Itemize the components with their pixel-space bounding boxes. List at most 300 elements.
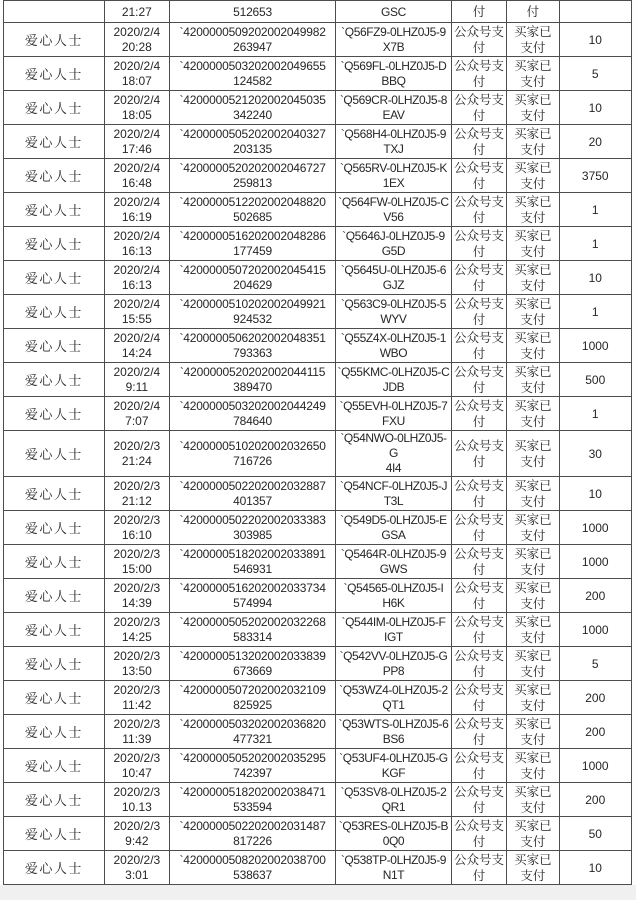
transaction-id-cell: [170, 23, 336, 57]
table-row: [4, 647, 632, 681]
payment-status-cell: 买家已支付: [507, 125, 559, 159]
order-id-cell: GSC: [336, 1, 452, 23]
date-text: 2020/2/4: [113, 58, 161, 73]
donor-name-cell: 爱心人士: [4, 125, 105, 159]
datetime-cell: [104, 511, 169, 545]
table-row: [4, 783, 632, 817]
transaction-id-cell: [170, 511, 336, 545]
transaction-id-cell: [170, 91, 336, 125]
order-id-cell: [336, 363, 452, 397]
payment-method-cell: 公众号支付: [451, 715, 506, 749]
time-text: 18:07: [121, 73, 152, 88]
transaction-id-cell: [170, 227, 336, 261]
date-text: 2020/2/4: [113, 92, 161, 107]
time-text: 11:39: [122, 731, 152, 746]
amount-cell: 30: [559, 431, 632, 477]
transaction-id-line2: 825925: [233, 697, 272, 712]
amount-cell: 1: [559, 397, 632, 431]
order-id-line1: `Q549D5-0LHZ0J5-E: [340, 512, 447, 527]
table-row: [4, 329, 632, 363]
payment-method-cell: 公众号支付: [451, 613, 506, 647]
amount-cell: 200: [559, 715, 632, 749]
transaction-id-line2: 401357: [233, 493, 272, 508]
payment-method-cell: 公众号支付: [451, 579, 506, 613]
payment-status-cell: 买家已支付: [507, 545, 559, 579]
transaction-id-line1: `4200000502202002033383: [179, 512, 326, 527]
transaction-id-cell: [170, 431, 336, 477]
transaction-id-line2: 784640: [233, 413, 272, 428]
order-id-line2: N1T: [382, 867, 405, 882]
payment-status-cell: 买家已支付: [507, 613, 559, 647]
amount-cell: 10: [559, 261, 632, 295]
payment-method-cell: 公众号支付: [451, 681, 506, 715]
transaction-id-cell: [170, 647, 336, 681]
transaction-id-line2: 502685: [233, 209, 272, 224]
transaction-id-cell: [170, 261, 336, 295]
payment-status-cell: 买家已支付: [507, 91, 559, 125]
datetime-cell: [104, 579, 169, 613]
bottom-margin: [0, 885, 636, 900]
time-text: 14:39: [121, 595, 152, 610]
amount-cell: 1000: [559, 749, 632, 783]
amount-cell: 200: [559, 783, 632, 817]
amount-cell: 10: [559, 23, 632, 57]
datetime-cell: [104, 227, 169, 261]
order-id-line2: H6K: [382, 595, 405, 610]
payment-status-cell: 买家已支付: [507, 57, 559, 91]
datetime-cell: [104, 647, 169, 681]
time-text: 16:48: [121, 175, 152, 190]
table-row: [4, 431, 632, 477]
transaction-id-line1: `4200000508202002038700: [179, 852, 326, 867]
amount-cell: 200: [559, 579, 632, 613]
date-text: 2020/2/4: [113, 24, 161, 39]
payment-method-cell: 付: [451, 1, 506, 23]
datetime-cell: [104, 545, 169, 579]
transaction-id-cell: [170, 783, 336, 817]
date-text: 2020/2/4: [113, 126, 161, 141]
order-id-cell: [336, 329, 452, 363]
order-id-line1: `Q53RES-0LHZ0J5-B: [338, 818, 449, 833]
order-id-cell: [336, 749, 452, 783]
transaction-id-line1: `4200000521202002045035: [179, 92, 326, 107]
transaction-id-cell: [170, 295, 336, 329]
transaction-id-line1: `4200000518202002033891: [179, 546, 326, 561]
order-id-cell: [336, 851, 452, 885]
payment-method-cell: 公众号支付: [451, 295, 506, 329]
transaction-id-line1: `4200000507202002045415: [179, 262, 326, 277]
transaction-id-cell: [170, 613, 336, 647]
donor-name-cell: 爱心人士: [4, 545, 105, 579]
transaction-id-line1: `4200000513202002033839: [179, 648, 326, 663]
time-text: 16:10: [121, 527, 152, 542]
order-id-cell: [336, 227, 452, 261]
payment-method-cell: 公众号支付: [451, 193, 506, 227]
donor-name-cell: 爱心人士: [4, 647, 105, 681]
transaction-id-cell: [170, 159, 336, 193]
donor-name-cell: 爱心人士: [4, 295, 105, 329]
payment-method-cell: 公众号支付: [451, 57, 506, 91]
donor-name-cell: 爱心人士: [4, 851, 105, 885]
payment-status-cell: 买家已支付: [507, 397, 559, 431]
datetime-cell: [104, 715, 169, 749]
payment-method-cell: 公众号支付: [451, 431, 506, 477]
amount-cell: [559, 1, 632, 23]
payment-method-cell: 公众号支付: [451, 817, 506, 851]
payment-status-cell: 买家已支付: [507, 579, 559, 613]
date-text: 2020/2/4: [113, 194, 161, 209]
order-id-line1: `Q54NWO-0LHZ0J5-G: [340, 431, 447, 460]
payment-method-cell: 公众号支付: [451, 159, 506, 193]
donor-name-cell: 爱心人士: [4, 715, 105, 749]
payment-status-cell: 买家已支付: [507, 329, 559, 363]
amount-cell: 1000: [559, 545, 632, 579]
transaction-id-line1: `4200000505202002035295: [179, 750, 326, 765]
donor-name-cell: 爱心人士: [4, 227, 105, 261]
order-id-cell: [336, 817, 452, 851]
datetime-cell: [104, 57, 169, 91]
payment-method-cell: 公众号支付: [451, 477, 506, 511]
date-text: 2020/2/3: [113, 682, 161, 697]
donor-name-cell: 爱心人士: [4, 477, 105, 511]
transaction-id-line1: `4200000509202002049982: [179, 24, 326, 39]
payment-status-cell: 买家已支付: [507, 23, 559, 57]
order-id-line1: `Q56FZ9-0LHZ0J5-9: [341, 24, 446, 39]
payment-status-cell: 买家已支付: [507, 431, 559, 477]
time-text: 11:42: [122, 697, 152, 712]
payment-method-cell: 公众号支付: [451, 647, 506, 681]
amount-cell: 10: [559, 851, 632, 885]
transaction-id-line2: 546931: [233, 561, 272, 576]
payment-method-cell: 公众号支付: [451, 227, 506, 261]
transaction-id-line2: 673669: [233, 663, 272, 678]
transaction-id-cell: [170, 681, 336, 715]
datetime-cell: [104, 477, 169, 511]
order-id-line2: X7B: [382, 39, 405, 54]
datetime-cell: [104, 91, 169, 125]
payment-status-cell: 付: [507, 1, 559, 23]
transaction-id-cell: 512653: [170, 1, 336, 23]
donor-name-cell: 爱心人士: [4, 783, 105, 817]
transaction-id-cell: [170, 329, 336, 363]
order-id-line2: GJZ: [382, 277, 405, 292]
transaction-id-line2: 389470: [233, 379, 272, 394]
order-id-line1: `Q544IM-0LHZ0J5-F: [341, 614, 446, 629]
amount-cell: 1: [559, 295, 632, 329]
order-id-line1: `Q53UF4-0LHZ0J5-G: [339, 750, 448, 765]
order-id-line2: 0Q0: [382, 833, 405, 848]
donor-name-cell: 爱心人士: [4, 511, 105, 545]
time-text: 9:42: [125, 833, 149, 848]
payment-status-cell: 买家已支付: [507, 363, 559, 397]
order-id-cell: [336, 125, 452, 159]
donor-name-cell: 爱心人士: [4, 681, 105, 715]
amount-cell: 500: [559, 363, 632, 397]
table-row: [4, 397, 632, 431]
amount-cell: 10: [559, 477, 632, 511]
table-row: [4, 511, 632, 545]
order-id-cell: [336, 647, 452, 681]
datetime-cell: [104, 261, 169, 295]
order-id-cell: [336, 431, 452, 477]
order-id-line1: `Q569CR-0LHZ0J5-8: [339, 92, 448, 107]
table-row: [4, 851, 632, 885]
order-id-line2: KGF: [381, 765, 406, 780]
time-text: 9:11: [125, 379, 149, 394]
transaction-id-line2: 538637: [233, 867, 272, 882]
transaction-id-line1: `4200000520202002044115: [179, 364, 326, 379]
order-id-cell: [336, 23, 452, 57]
order-id-cell: [336, 295, 452, 329]
time-text: 14:25: [121, 629, 152, 644]
transaction-id-line2: 259813: [233, 175, 272, 190]
time-text: 10.13: [121, 799, 152, 814]
date-text: 2020/2/3: [113, 580, 161, 595]
date-text: 2020/2/3: [113, 750, 161, 765]
transaction-id-cell: [170, 57, 336, 91]
transaction-id-line2: 716726: [233, 453, 272, 468]
donor-name-cell: 爱心人士: [4, 261, 105, 295]
transaction-id-line2: 924532: [233, 311, 272, 326]
table-row: [4, 715, 632, 749]
donor-name-cell: 爱心人士: [4, 579, 105, 613]
transaction-id-line1: `4200000507202002032109: [179, 682, 326, 697]
transaction-id-line2: 817226: [233, 833, 272, 848]
time-text: 17:46: [121, 141, 152, 156]
payment-method-cell: 公众号支付: [451, 511, 506, 545]
transaction-id-line2: 477321: [233, 731, 272, 746]
transaction-id-line2: 583314: [233, 629, 272, 644]
transaction-id-cell: [170, 477, 336, 511]
order-id-line2: 1EX: [382, 175, 405, 190]
transaction-id-line1: `4200000510202002032650: [179, 438, 326, 453]
datetime-cell: [104, 613, 169, 647]
order-id-line1: `Q542VV-0LHZ0J5-G: [339, 648, 448, 663]
order-id-cell: [336, 477, 452, 511]
transaction-id-cell: [170, 817, 336, 851]
time-text: 13:50: [121, 663, 152, 678]
payment-status-cell: 买家已支付: [507, 227, 559, 261]
transaction-id-line1: `4200000506202002048351: [179, 330, 326, 345]
time-text: 16:19: [121, 209, 152, 224]
table-row: [4, 159, 632, 193]
amount-cell: 1: [559, 227, 632, 261]
donor-name-cell: 爱心人士: [4, 613, 105, 647]
donor-name-cell: 爱心人士: [4, 193, 105, 227]
order-id-line1: `Q53WZ4-0LHZ0J5-2: [339, 682, 448, 697]
transaction-id-line2: 742397: [233, 765, 272, 780]
transaction-id-line2: 303985: [233, 527, 272, 542]
donor-name-cell: 爱心人士: [4, 817, 105, 851]
payment-method-cell: 公众号支付: [451, 23, 506, 57]
time-text: 21:12: [121, 493, 152, 508]
payment-method-cell: 公众号支付: [451, 851, 506, 885]
order-id-line2: IGT: [384, 629, 403, 644]
order-id-line1: `Q53SV8-0LHZ0J5-2: [340, 784, 447, 799]
time-text: 18:05: [121, 107, 152, 122]
payment-status-cell: 买家已支付: [507, 295, 559, 329]
order-id-line2: G5D: [381, 243, 406, 258]
order-id-cell: [336, 613, 452, 647]
amount-cell: 200: [559, 681, 632, 715]
date-text: 2020/2/4: [113, 364, 161, 379]
table-row: [4, 295, 632, 329]
time-text: 15:00: [121, 561, 152, 576]
datetime-cell: [104, 783, 169, 817]
order-id-line2: 4I4: [385, 461, 402, 475]
order-id-line2: QR1: [381, 799, 406, 814]
transaction-id-line2: 574994: [233, 595, 272, 610]
order-id-line1: `Q55KMC-0LHZ0J5-C: [337, 364, 450, 379]
datetime-cell: [104, 23, 169, 57]
datetime-cell: [104, 681, 169, 715]
order-id-line2: QT1: [382, 697, 405, 712]
time-text: 16:13: [121, 243, 152, 258]
donor-name-cell: 爱心人士: [4, 91, 105, 125]
time-text: 7:07: [125, 413, 149, 428]
order-id-line2: PP8: [382, 663, 405, 678]
donor-name-cell: 爱心人士: [4, 749, 105, 783]
order-id-line1: `Q568H4-0LHZ0J5-9: [340, 126, 447, 141]
datetime-cell: [104, 193, 169, 227]
transaction-id-cell: [170, 545, 336, 579]
table-row: [4, 681, 632, 715]
order-id-line2: JDB: [382, 379, 405, 394]
payment-method-cell: 公众号支付: [451, 91, 506, 125]
donor-name-cell: 爱心人士: [4, 159, 105, 193]
table-row: [4, 749, 632, 783]
order-id-cell: [336, 511, 452, 545]
amount-cell: 5: [559, 647, 632, 681]
table-row: [4, 91, 632, 125]
transaction-id-line2: 533594: [233, 799, 272, 814]
payment-method-cell: 公众号支付: [451, 329, 506, 363]
transaction-id-cell: [170, 193, 336, 227]
datetime-cell: [104, 749, 169, 783]
date-text: 2020/2/4: [113, 330, 161, 345]
order-id-line2: V56: [383, 209, 404, 224]
datetime-cell: [104, 329, 169, 363]
transaction-id-line1: `4200000503202002036820: [179, 716, 326, 731]
order-id-line2: T3L: [383, 493, 404, 508]
amount-cell: 50: [559, 817, 632, 851]
transaction-id-line1: `4200000516202002033734: [179, 580, 326, 595]
payment-method-cell: 公众号支付: [451, 397, 506, 431]
payment-method-cell: 公众号支付: [451, 545, 506, 579]
payment-method-cell: 公众号支付: [451, 783, 506, 817]
payment-method-cell: 公众号支付: [451, 125, 506, 159]
transaction-id-cell: [170, 851, 336, 885]
table-row: [4, 261, 632, 295]
transaction-id-cell: [170, 579, 336, 613]
order-id-line1: `Q5464R-0LHZ0J5-9: [340, 546, 447, 561]
transaction-id-line1: `4200000502202002032887: [179, 478, 326, 493]
datetime-cell: [104, 397, 169, 431]
table-row-partial: [4, 1, 632, 23]
donor-name-cell: 爱心人士: [4, 57, 105, 91]
payment-status-cell: 买家已支付: [507, 851, 559, 885]
order-id-line1: `Q565RV-0LHZ0J5-K: [339, 160, 447, 175]
order-id-cell: [336, 783, 452, 817]
transaction-id-line1: `4200000512202002048820: [179, 194, 326, 209]
order-id-cell: [336, 193, 452, 227]
table-row: [4, 477, 632, 511]
transaction-id-cell: [170, 125, 336, 159]
order-id-line1: `Q55Z4X-0LHZ0J5-1: [340, 330, 447, 345]
transaction-id-cell: [170, 363, 336, 397]
table-row: [4, 817, 632, 851]
donor-name-cell: 爱心人士: [4, 431, 105, 477]
donor-name-cell: 爱心人士: [4, 329, 105, 363]
time-text: 20:28: [121, 39, 152, 54]
payment-status-cell: 买家已支付: [507, 511, 559, 545]
order-id-line2: BBQ: [381, 73, 406, 88]
order-id-line1: `Q5645U-0LHZ0J5-6: [340, 262, 447, 277]
datetime-cell: [104, 817, 169, 851]
transaction-id-line1: `4200000505202002032268: [179, 614, 326, 629]
payment-status-cell: 买家已支付: [507, 193, 559, 227]
payment-status-cell: 买家已支付: [507, 681, 559, 715]
transaction-id-line1: `4200000520202002046727: [179, 160, 326, 175]
amount-cell: 3750: [559, 159, 632, 193]
time-text: 21:24: [121, 453, 152, 468]
datetime-cell: 21:27: [104, 1, 169, 23]
transactions-table-body: [4, 1, 632, 885]
date-text: 2020/2/3: [113, 438, 161, 453]
date-text: 2020/2/4: [113, 262, 161, 277]
order-id-cell: [336, 579, 452, 613]
order-id-line1: `Q55EVH-0LHZ0J5-7: [339, 398, 448, 413]
payment-status-cell: 买家已支付: [507, 817, 559, 851]
order-id-cell: [336, 681, 452, 715]
order-id-line2: GWS: [379, 561, 408, 576]
order-id-line1: `Q53WTS-0LHZ0J5-6: [338, 716, 449, 731]
payment-method-cell: 公众号支付: [451, 363, 506, 397]
transaction-id-line1: `4200000510202002049921: [179, 296, 326, 311]
order-id-line2: EAV: [382, 107, 405, 122]
transaction-id-line1: `4200000503202002044249: [179, 398, 326, 413]
donor-name-cell: [4, 1, 105, 23]
transaction-id-line1: `4200000505202002040327: [179, 126, 326, 141]
transaction-id-cell: [170, 749, 336, 783]
date-text: 2020/2/3: [113, 818, 161, 833]
datetime-cell: [104, 295, 169, 329]
date-text: 2020/2/3: [113, 648, 161, 663]
transaction-id-cell: [170, 397, 336, 431]
datetime-cell: [104, 159, 169, 193]
datetime-cell: [104, 431, 169, 477]
payment-status-cell: 买家已支付: [507, 749, 559, 783]
order-id-cell: [336, 715, 452, 749]
order-id-line1: `Q563C9-0LHZ0J5-5: [340, 296, 447, 311]
time-text: 15:55: [121, 311, 152, 326]
order-id-line1: `Q54565-0LHZ0J5-I: [343, 580, 444, 595]
order-id-cell: [336, 261, 452, 295]
amount-cell: 10: [559, 91, 632, 125]
transaction-id-line2: 204629: [233, 277, 272, 292]
order-id-line1: `Q5646J-0LHZ0J5-9: [342, 228, 445, 243]
payment-status-cell: 买家已支付: [507, 261, 559, 295]
order-id-line2: BS6: [382, 731, 405, 746]
order-id-cell: [336, 159, 452, 193]
time-text: 3:01: [125, 867, 149, 882]
table-row: [4, 23, 632, 57]
amount-cell: 1000: [559, 511, 632, 545]
date-text: 2020/2/3: [113, 512, 161, 527]
date-text: 2020/2/3: [113, 478, 161, 493]
table-row: [4, 613, 632, 647]
transaction-id-line2: 342240: [233, 107, 272, 122]
